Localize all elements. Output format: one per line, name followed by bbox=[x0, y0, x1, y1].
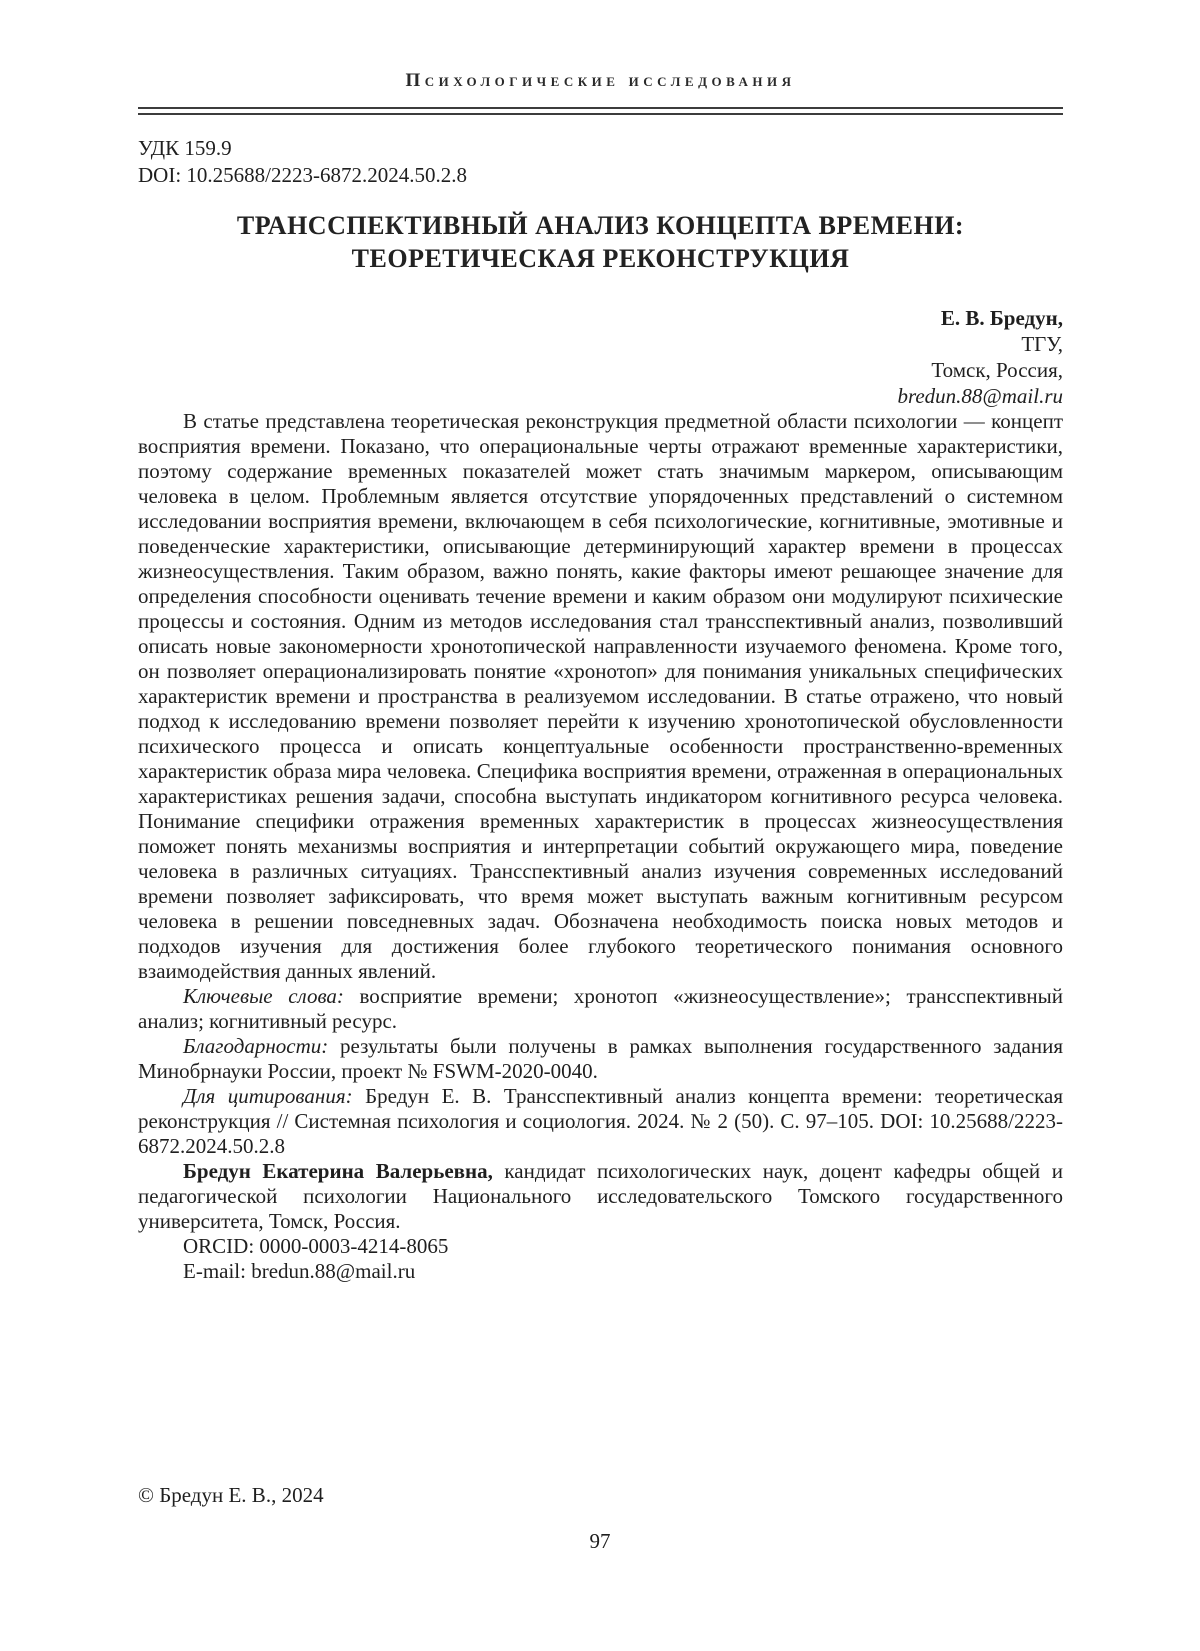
author-email: bredun.88@mail.ru bbox=[897, 384, 1063, 408]
acknowledgments-paragraph bbox=[138, 1034, 1063, 1084]
journal-section-running-head: Психологические исследования bbox=[405, 70, 796, 91]
author-affiliation: ТГУ, bbox=[1021, 332, 1063, 356]
citation-text: Бредун Е. В. Трансспективный анализ концепта времени: теоретическая реконструкция // Системная психология и социология. 2024. № 2 (50). С. 97–105. DOI: 10.25688/2223-6872.2024.50.2.8 bbox=[138, 1084, 1064, 1158]
author-location: Томск, Россия, bbox=[931, 358, 1063, 382]
citation-paragraph bbox=[138, 1084, 1063, 1159]
abstract-paragraph: В статье представлена теоретическая реконструкция предметной области психологии — концепт восприятия времени. Показано, что операциональные черты отражают временные характеристики, поэтому содержание временных показателей может стать значимым маркером, описывающим человека в целом. Проблемным является отсутствие упорядоченных представлений о системном исследовании восприятия времени, включающем в себя психологические, когнитивные, эмотивные и поведенческие характеристики, описывающие детерминирующий характер времени в процессах жизнеосуществления. Таким образом, важно понять, какие факторы имеют решающее значение для определения способности оценивать течение времени и каким образом они модулируют психические процессы и состояния. Одним из методов исследования стал трансспективный анализ, позволивший описать новые закономерности хронотопической направленности изучаемого феномена. Кроме того, он позволяет операционализировать понятие «хронотоп» для понимания уникальных специфических характеристик времени и пространства в реализуемом исследовании. В статье отражено, что новый подход к исследованию времени позволяет перейти к изучению хронотопической обусловленности психического процесса и описать концептуальные особенности пространственно-временных характеристик образа мира человека. Специфика восприятия времени, отраженная в операциональных характеристиках решения задачи, способна выступать индикатором когнитивного ресурса человека. Понимание специфики отражения временных характеристик в процессах жизнеосуществления поможет понять механизмы восприятия и интерпретации событий окружающего мира, поведение человека в различных ситуациях. Трансспективный анализ изучения современных исследований времени позволяет зафиксировать, что время может выступать важным когнитивным ресурсом человека в решении повседневных задач. Обозначена необходимость поиска новых методов и подходов изучения для достижения более глубокого теоретического понимания основного взаимодействия данных явлений. bbox=[138, 409, 1063, 983]
author-bio-paragraph bbox=[138, 1159, 1063, 1234]
author-block bbox=[138, 305, 1063, 409]
copyright-line: © Бредун Е. В., 2024 bbox=[138, 1483, 324, 1507]
article-meta bbox=[138, 135, 1063, 189]
keywords-paragraph bbox=[138, 984, 1063, 1034]
acknowledgments-text: результаты были получены в рамках выполнения государственного задания Минобрнауки России, проект № FSWM-2020-0040. bbox=[138, 1034, 1063, 1083]
keywords-label: Ключевые слова: bbox=[183, 984, 344, 1008]
article-title-line1: ТРАНССПЕКТИВНЫЙ АНАЛИЗ КОНЦЕПТА ВРЕМЕНИ: bbox=[236, 211, 965, 240]
udc-line: УДК 159.9 bbox=[138, 136, 232, 160]
header-divider-rule bbox=[138, 107, 1063, 115]
citation-label: Для цитирования: bbox=[183, 1084, 353, 1108]
article-title bbox=[138, 209, 1063, 275]
orcid-line: ORCID: 0000-0003-4214-8065 bbox=[183, 1234, 449, 1258]
author-name: Е. В. Бредун, bbox=[940, 306, 1063, 330]
page-number: 97 bbox=[589, 1529, 611, 1553]
article-title-line2: ТЕОРЕТИЧЕСКАЯ РЕКОНСТРУКЦИЯ bbox=[351, 244, 850, 273]
acknowledgments-label: Благодарности: bbox=[183, 1034, 329, 1058]
email-line: E-mail: bredun.88@mail.ru bbox=[183, 1259, 416, 1283]
author-bio-text: кандидат психологических наук, доцент кафедры общей и педагогической психологии Национального исследовательского Томского государственного университета, Томск, Россия. bbox=[138, 1159, 1063, 1233]
doi-line: DOI: 10.25688/2223-6872.2024.50.2.8 bbox=[138, 163, 467, 187]
author-bio-name: Бредун Екатерина Валерьевна, bbox=[183, 1159, 493, 1183]
keywords-text: восприятие времени; хронотоп «жизнеосуществление»; трансспективный анализ; когнитивный ресурс. bbox=[138, 984, 1063, 1033]
